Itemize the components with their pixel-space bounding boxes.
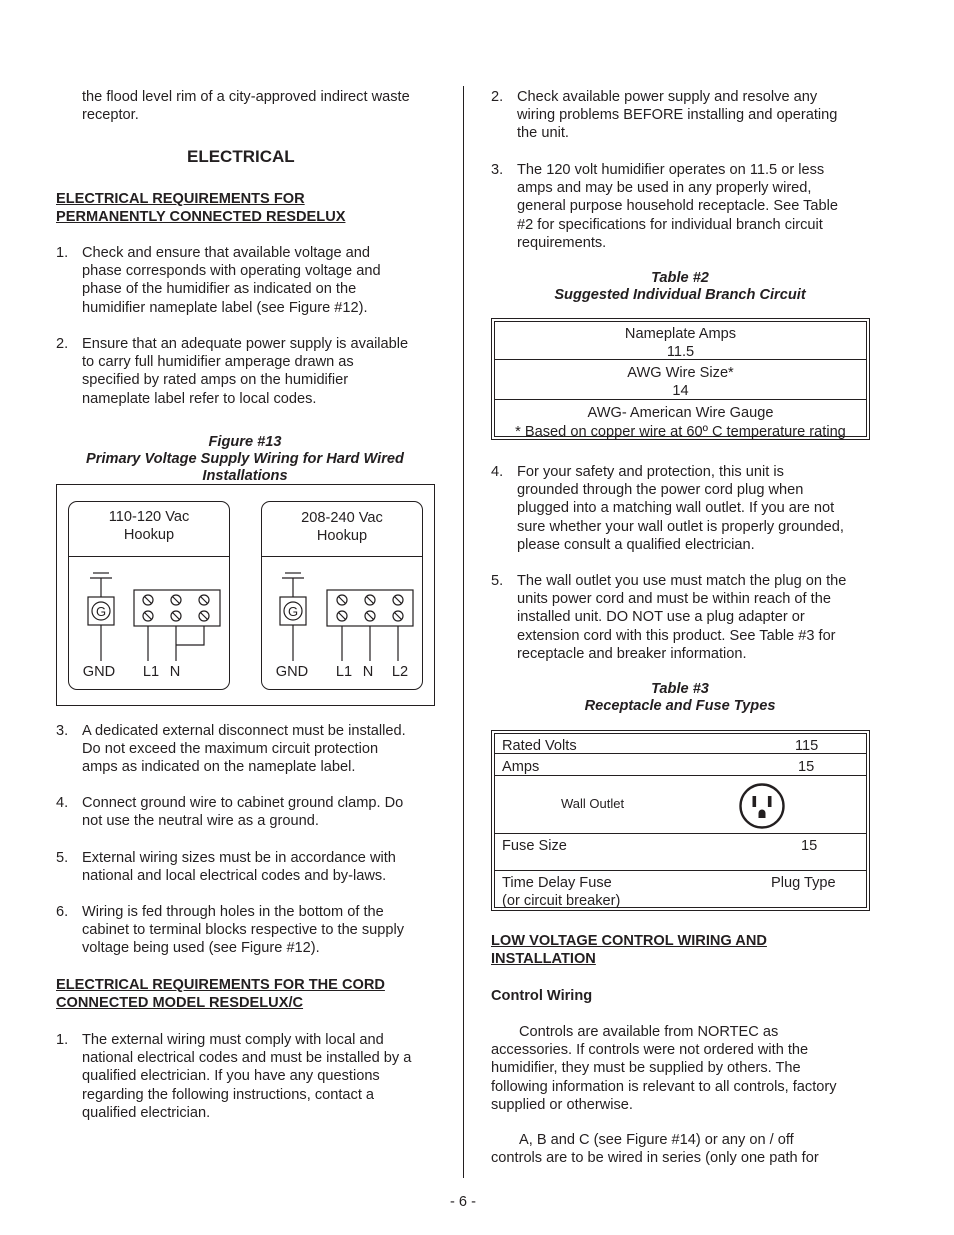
hookup-label-208-line1: 208-240 Vac [301,510,383,526]
list-item-number: 1. [56,1032,69,1048]
table2-r2-label: AWG Wire Size* [627,365,734,381]
sub1-heading-line1: ELECTRICAL REQUIREMENTS FOR [56,191,305,207]
list-item-line: voltage being used (see Figure #12). [82,940,320,957]
label-l2-right: L2 [391,664,409,680]
list-item-line: Do not exceed the maximum circuit protection [82,741,379,758]
list-item-line: cabinet to terminal blocks respective to the supply [82,922,405,939]
list-item-number: 2. [491,89,504,105]
list-item-number: 1. [56,245,69,261]
table3-fuse-size-label: Fuse Size [502,838,567,854]
list-item-number: 6. [56,904,69,920]
paragraph-line: humidifier, they must be supplied by others. The [491,1060,801,1077]
paragraph-line: A, B and C (see Figure #14) or any on / off [519,1132,794,1148]
list-item-line: wiring problems BEFORE installing and operating [517,107,838,124]
table3-time-delay-line1: Time Delay Fuse [502,875,612,891]
control-wiring-title: Control Wiring [491,988,593,1004]
list-item-line: please consult a qualified electrician. [517,536,755,553]
ground-symbol-left: G [95,604,107,619]
list-item-number: 5. [491,573,504,589]
list-item-line: to carry full humidifier amperage drawn as [82,354,354,371]
label-n-left: N [169,664,181,680]
column-divider [463,86,464,1178]
table3-amps-label: Amps [502,759,540,775]
table3-wall-outlet-label: Wall Outlet [561,796,625,811]
low-voltage-heading-line2: INSTALLATION [491,951,596,967]
list-item-line: national and local electrical codes and by-laws. [82,868,387,885]
hookup-label-110-line2: Hookup [123,527,175,543]
table3-rated-volts-value: 115 [795,738,819,754]
page-number: - 6 - [450,1194,476,1210]
figure-caption-line2: Primary Voltage Supply Wiring for Hard Wired [86,451,404,467]
list-item-line: The external wiring must comply with local and [82,1032,384,1048]
table3 [491,730,870,911]
table3-plug-type-label: Plug Type [771,875,836,891]
list-item-line: #2 for specifications for individual branch circuit [517,216,823,233]
label-gnd-left: GND [82,664,116,680]
label-l1-left: L1 [142,664,160,680]
table3-caption-line2: Receptacle and Fuse Types [584,698,776,714]
table2 [491,318,870,440]
paragraph-line: supplied or otherwise. [491,1096,633,1113]
list-item-number: 3. [56,723,69,739]
table2-caption-line2: Suggested Individual Branch Circuit [554,287,806,303]
list-item-line: receptacle and breaker information. [517,645,747,662]
list-item-line: A dedicated external disconnect must be installed. [82,723,406,739]
terminal-screws-left [143,595,209,621]
list-item-line: Wiring is fed through holes in the bottom of the [82,904,384,920]
terminal-screws-right [337,595,403,621]
list-item-line: The 120 volt humidifier operates on 11.5 or less [517,162,825,178]
table3-amps-value: 15 [798,759,815,775]
label-l1-right: L1 [335,664,353,680]
table2-r1-label: Nameplate Amps [624,326,737,342]
list-item-line: qualified electrician. If you have any questions [82,1068,380,1085]
list-item-number: 5. [56,850,69,866]
paragraph-line: accessories. If controls were not ordered with the [491,1042,809,1059]
paragraph-line: controls are to be wired in series (only one path for [491,1150,819,1167]
table2-r1-value: 11.5 [666,344,695,360]
list-item-line: nameplate label refer to local codes. [82,390,317,407]
list-item-line: amps and may be used in any properly wired, [517,180,812,197]
table3-fuse-size-value: 15 [801,838,818,854]
list-item-line: units power cord and must be within reach of the [517,591,831,608]
label-n-right: N [362,664,374,680]
intro-text: the flood level rim of a city-approved indirect waste receptor. [82,89,410,124]
section-title: ELECTRICAL [187,147,295,166]
list-item-line: sure whether your wall outlet is properly grounded, [517,518,844,535]
list-item-line: phase of the humidifier as indicated on the [82,281,357,298]
sub1-heading-line2: PERMANENTLY CONNECTED RESDELUX [56,209,346,225]
list-item-line: External wiring sizes must be in accordance with [82,850,396,866]
list-item-line: humidifier nameplate label (see Figure #12). [82,299,368,316]
list-item-number: 3. [491,162,504,178]
ground-symbol-right: G [287,604,299,619]
list-item-line: For your safety and protection, this unit is [517,464,784,480]
sub2-heading-line2: CONNECTED MODEL RESDELUX/C [56,995,304,1011]
list-item-line: The wall outlet you use must match the plug on the [517,573,847,589]
list-item-line: national electrical codes and must be installed by a [82,1050,412,1067]
list-item-number: 4. [56,795,69,811]
list-item-line: extension cord with this product. See Table #3 for [517,627,836,644]
list-item-line: regarding the following instructions, contact a [82,1086,375,1103]
table2-r3-label: AWG- American Wire Gauge [587,405,774,421]
list-item-line: Check and ensure that available voltage and [82,245,371,261]
hookup-label-208-line2: Hookup [316,528,368,544]
table3-rated-volts-label: Rated Volts [502,738,577,754]
table3-time-delay-line2: (or circuit breaker) [502,893,621,909]
list-item-line: the unit. [517,125,569,142]
list-item-line: Check available power supply and resolve any [517,89,818,105]
wall-outlet-icon [738,782,786,830]
list-item-line: requirements. [517,234,607,251]
table2-r2-value: 14 [672,383,689,399]
paragraph-line: Controls are available from NORTEC as [519,1024,779,1040]
list-item-line: installed unit. DO NOT use a plug adapter or [517,609,805,626]
list-item-number: 2. [56,336,69,352]
label-gnd-right: GND [275,664,309,680]
list-item-line: amps as indicated on the nameplate label. [82,759,356,776]
wiring-figure [56,484,435,706]
list-item-line: grounded through the power cord plug when [517,482,804,499]
wiring-diagram-svg [57,485,434,705]
paragraph-line: following information is relevant to all controls, factory [491,1078,837,1095]
low-voltage-heading-line1: LOW VOLTAGE CONTROL WIRING AND [491,933,767,949]
list-item-number: 4. [491,464,504,480]
table3-caption-line1: Table #3 [651,681,709,697]
list-item-line: specified by rated amps on the humidifier [82,372,349,389]
table2-caption-line1: Table #2 [651,270,709,286]
list-item-line: Connect ground wire to cabinet ground clamp. Do [82,795,404,811]
list-item-line: plugged into a matching wall outlet. If you are not [517,500,835,517]
list-item-line: Ensure that an adequate power supply is available [82,336,409,352]
table2-r3-note: * Based on copper wire at 60º C temperature rating [515,424,846,440]
hookup-label-110-line1: 110-120 Vac [108,509,190,525]
list-item-line: phase corresponds with operating voltage and [82,263,381,280]
list-item-line: qualified electrician. [82,1104,211,1121]
figure-caption-line3: Installations [202,468,288,484]
figure-caption-line1: Figure #13 [208,434,282,450]
list-item-line: not use the neutral wire as a ground. [82,813,319,830]
sub2-heading-line1: ELECTRICAL REQUIREMENTS FOR THE CORD [56,977,385,993]
list-item-line: general purpose household receptacle. See Table [517,198,839,215]
